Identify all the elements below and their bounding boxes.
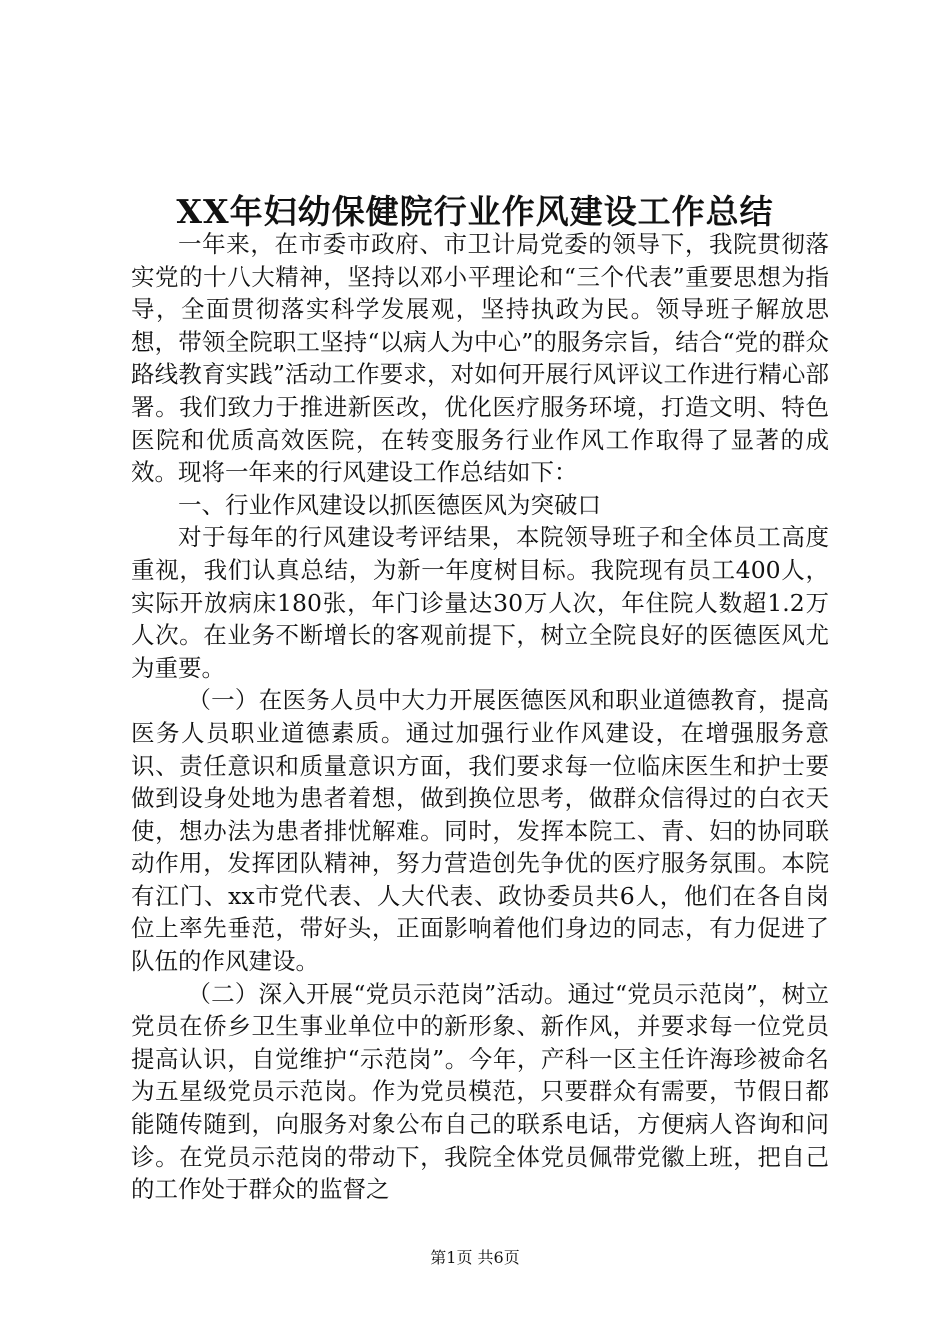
page-footer: 第1页 共6页: [430, 1248, 520, 1267]
section-heading: 一、行业作风建设以抓医德医风为突破口: [178, 490, 601, 519]
document-body: [131, 228, 829, 1206]
paragraph-subsection-2: （二）深入开展“党员示范岗”活动。通过“党员示范岗”，树立党员在侨乡卫生事业单位中的新形象、新作风，并要求每一位党员提高认识，自觉维护“示范岗”。今年，产科一区主任许海珍被命名为五星级党员示范岗。作为党员模范，只要群众有需要，节假日都能随传随到，向服务对象公布自己的联系电话，方便病人咨询和问诊。在党员示范岗的带动下，我院全体党员佩带党徽上班，把自己的工作处于群众的监督之: [131, 979, 829, 1204]
paragraph-section-1: 对于每年的行风建设考评结果，本院领导班子和全体员工高度重视，我们认真总结，为新一年度树目标。我院现有员工400人，实际开放病床180张，年门诊量达30万人次，年住院人数超1.2万人次。在业务不断增长的客观前提下，树立全院良好的医德医风尤为重要。: [131, 523, 829, 682]
document-title: XX年妇幼保健院行业作风建设工作总结: [176, 192, 774, 231]
paragraph-intro: 一年来，在市委市政府、市卫计局党委的领导下，我院贯彻落实党的十八大精神，坚持以邓小平理论和“三个代表”重要思想为指导，全面贯彻落实科学发展观，坚持执政为民。领导班子解放思想，带领全院职工坚持“以病人为中心”的服务宗旨，结合“党的群众路线教育实践”活动工作要求，对如何开展行风评议工作进行精心部署。我们致力于推进新医改，优化医疗服务环境，打造文明、特色医院和优质高效医院，在转变服务行业作风工作取得了显著的成效。现将一年来的行风建设工作总结如下：: [131, 230, 829, 487]
paragraph-subsection-1: （一）在医务人员中大力开展医德医风和职业道德教育，提高医务人员职业道德素质。通过加强行业作风建设，在增强服务意识、责任意识和质量意识方面，我们要求每一位临床医生和护士要做到设身处地为患者着想，做到换位思考，做群众信得过的白衣天使，想办法为患者排忧解难。同时，发挥本院工、青、妇的协同联动作用，发挥团队精神，努力营造创先争优的医疗服务氛围。本院有江门、xx市党代表、人大代表、政协委员共6人，他们在各自岗位上率先垂范，带好头，正面影响着他们身边的同志，有力促进了队伍的作风建设。: [131, 686, 829, 976]
